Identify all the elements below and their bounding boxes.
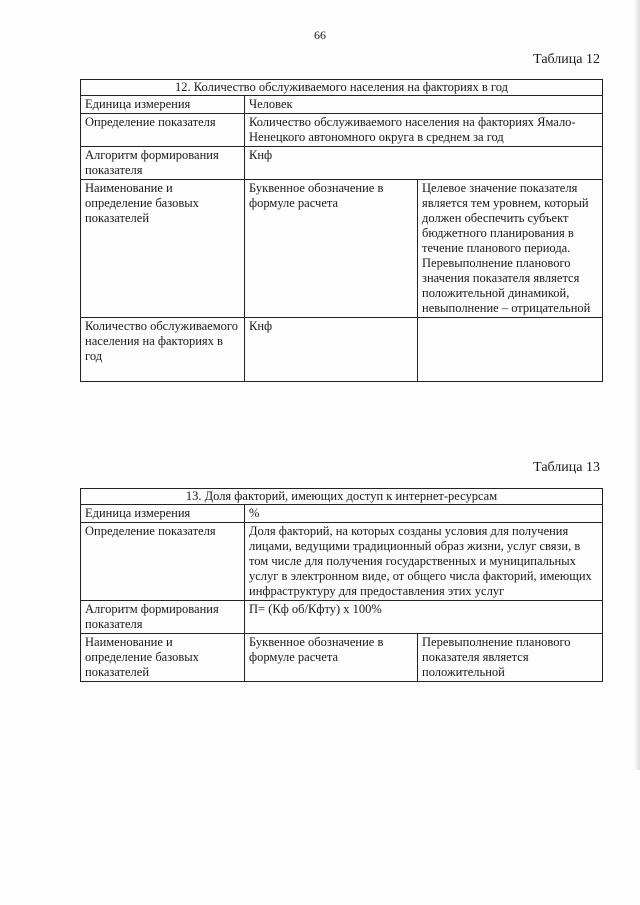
unit-value: Человек	[245, 96, 603, 114]
target-value-text: Перевыполнение планового показателя является положительной	[418, 634, 603, 682]
table-row	[81, 114, 603, 147]
table-13-title: 13. Доля факторий, имеющих доступ к интернет-ресурсам	[81, 489, 603, 505]
definition-value: Количество обслуживаемого населения на факториях Ямало-Ненецкого автономного округа в среднем за год	[245, 114, 603, 147]
table-row	[81, 80, 603, 96]
definition-label: Определение показателя	[81, 114, 245, 147]
letter-designation-label: Буквенное обозначение в формуле расчета	[245, 180, 418, 318]
definition-label: Определение показателя	[81, 523, 245, 601]
unit-value: %	[245, 505, 603, 523]
table-row	[81, 180, 603, 318]
table-row	[81, 489, 603, 505]
algorithm-value: П= (Кф об/Кфту) х 100%	[245, 601, 603, 634]
algorithm-label: Алгоритм формирования показателя	[81, 601, 245, 634]
unit-label: Единица измерения	[81, 505, 245, 523]
algorithm-label: Алгоритм формирования показателя	[81, 147, 245, 180]
table-12-title: 12. Количество обслуживаемого населения на факториях в год	[81, 80, 603, 96]
table-row	[81, 634, 603, 682]
base-indicators-label: Наименование и определение базовых показателей	[81, 634, 245, 682]
scan-edge-shadow	[634, 0, 640, 770]
base-indicators-label: Наименование и определение базовых показателей	[81, 180, 245, 318]
table-row	[81, 505, 603, 523]
page-number: 66	[314, 28, 326, 42]
table-row	[81, 601, 603, 634]
table-row	[81, 523, 603, 601]
target-value-text: Целевое значение показателя является тем уровнем, который должен обеспечить субъект бюджетного планирования в течение планового периода. Перевыполнение планового значения показателя является положительной динамикой, невыполнение – отрицательной	[418, 180, 603, 318]
definition-value: Доля факторий, на которых созданы условия для получения лицами, ведущими традиционный образ жизни, услуг связи, в том числе для получения государственных и муниципальных услуг в электронном виде, от общего числа факторий, имеющих инфраструктуру для предоставления этих услуг	[245, 523, 603, 601]
base-indicator-name: Количество обслуживаемого населения на факториях в год	[81, 318, 245, 382]
table-13-caption: Таблица 13	[533, 460, 600, 475]
table-row	[81, 96, 603, 114]
table-13	[80, 488, 603, 682]
table-row	[81, 318, 603, 382]
unit-label: Единица измерения	[81, 96, 245, 114]
base-indicator-letter: Кнф	[245, 318, 418, 382]
table-12	[80, 79, 603, 382]
table-row	[81, 147, 603, 180]
letter-designation-label: Буквенное обозначение в формуле расчета	[245, 634, 418, 682]
algorithm-value: Кнф	[245, 147, 603, 180]
table-12-caption: Таблица 12	[533, 52, 600, 67]
base-indicator-empty	[418, 318, 603, 382]
